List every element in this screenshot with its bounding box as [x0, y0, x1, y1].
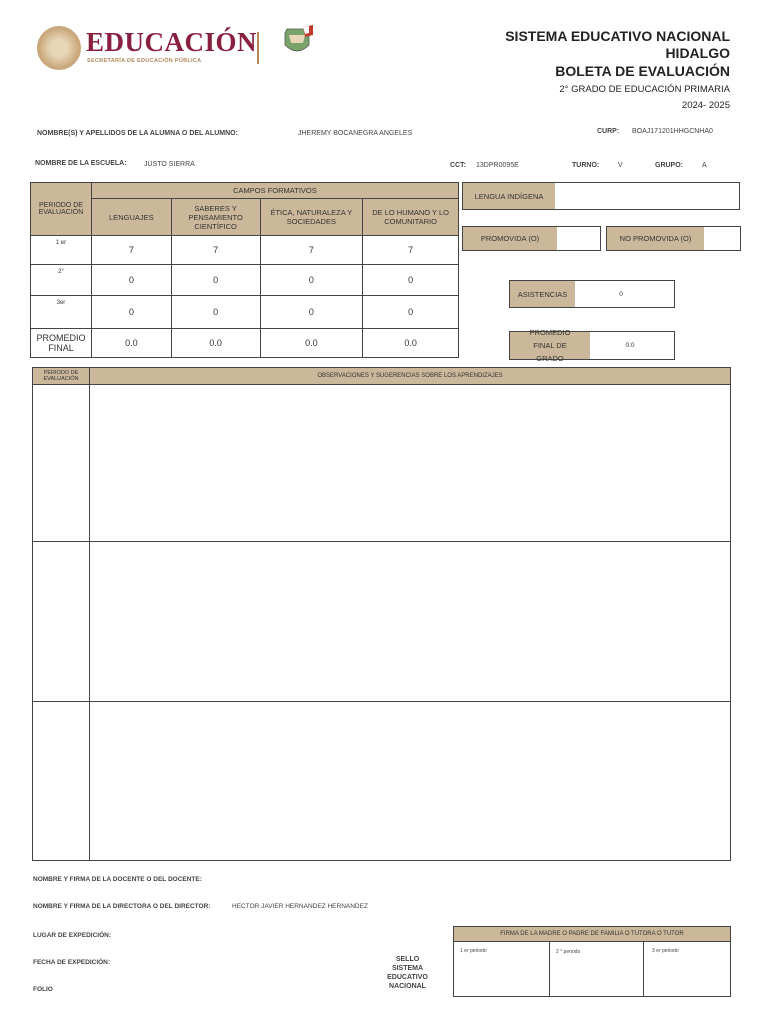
grade-cell: 7 [260, 236, 363, 265]
header-grade: 2° GRADO DE EDUCACIÓN PRIMARIA [559, 84, 730, 95]
director-label: NOMBRE Y FIRMA DE LA DIRECTORA O DEL DIRECTOR: [33, 903, 211, 910]
folio-label: FOLIO [33, 986, 53, 993]
student-name-label: NOMBRE(S) Y APELLIDOS DE LA ALUMNA O DEL ALUMNO: [37, 130, 238, 137]
firma-title: FIRMA DE LA MADRE O PADRE DE FAMILIA O TUTORA O TUTOR [454, 927, 730, 942]
period-cell: 1 er [31, 236, 92, 265]
curp-value: BOAJ171201HHGCNHA0 [632, 128, 713, 135]
grade-cell: 0 [363, 265, 459, 296]
grupo-label: GRUPO: [655, 162, 683, 169]
obs-column-divider [89, 385, 90, 860]
asistencias-value: 0 [619, 290, 623, 298]
firma-period-label: 1 er periodo [460, 948, 487, 954]
logo-text: EDUCACIÓN [86, 27, 258, 57]
grade-cell: 0 [91, 265, 171, 296]
campos-header: CAMPOS FORMATIVOS [91, 183, 458, 199]
fecha-label: FECHA DE EXPEDICIÓN: [33, 959, 111, 966]
cct-label: CCT: [450, 162, 466, 169]
lengua-indigena-box [462, 182, 740, 210]
grade-cell: 0 [171, 265, 260, 296]
header-line2: HIDALGO [665, 45, 730, 61]
grade-cell: 7 [91, 236, 171, 265]
no-promovida-box [606, 226, 741, 251]
no-promovida-label: NO PROMOVIDA (O) [607, 227, 704, 250]
header-line1: SISTEMA EDUCATIVO NACIONAL [505, 28, 730, 44]
average-cell: 0.0 [363, 329, 459, 358]
firma-period-label: 2 ° periodo [556, 949, 581, 955]
lugar-label: LUGAR DE EXPEDICIÓN: [33, 932, 112, 939]
state-shield-icon [279, 25, 315, 57]
period-header: PERIODO DE EVALUACIÓN [31, 183, 92, 236]
promedio-grado-value: 0.0 [625, 342, 635, 349]
logo-subtitle: SECRETARÍA DE EDUCACIÓN PÚBLICA [87, 58, 202, 64]
period-cell: 2° [31, 265, 92, 296]
period-cell: 3er [31, 296, 92, 329]
grade-cell: 7 [171, 236, 260, 265]
promedio-grado-label: PROMEDIO FINAL DE GRADO [510, 332, 590, 359]
promedio-grado-box [509, 328, 675, 363]
grade-cell: 0 [171, 296, 260, 329]
docente-label: NOMBRE Y FIRMA DE LA DOCENTE O DEL DOCENTE: [33, 876, 202, 883]
obs-row-divider [33, 541, 730, 542]
lengua-indigena-label: LENGUA INDÍGENA [463, 183, 555, 209]
obs-title: OBSERVACIONES Y SUGERENCIAS SOBRE LOS APRENDIZAJES [90, 368, 730, 385]
firma-divider [549, 942, 550, 996]
obs-period-header: PERIODO DE EVALUACIÓN [33, 368, 90, 385]
col-etica: ÉTICA, NATURALEZA Y SOCIEDADES [260, 199, 363, 236]
col-lenguajes: LENGUAJES [91, 199, 171, 236]
grade-cell: 0 [260, 296, 363, 329]
grade-cell: 0 [260, 265, 363, 296]
curp-label: CURP: [597, 128, 620, 135]
grade-cell: 0 [363, 296, 459, 329]
turno-label: TURNO: [572, 162, 600, 169]
promovida-label: PROMOVIDA (O) [463, 227, 557, 250]
grade-cell: 7 [363, 236, 459, 265]
header-year: 2024- 2025 [681, 100, 730, 111]
director-value: HECTOR JAVIER HERNANDEZ HERNANDEZ [232, 903, 368, 910]
firma-period-label: 3 er periodo [652, 948, 679, 954]
school-value: JUSTO SIERRA [144, 161, 195, 168]
average-cell: 0.0 [171, 329, 260, 358]
firma-divider [643, 942, 644, 996]
grupo-value: A [702, 162, 707, 169]
firma-box [453, 926, 731, 997]
school-label: NOMBRE DE LA ESCUELA: [35, 160, 127, 167]
header-title: BOLETA DE EVALUACIÓN [555, 63, 730, 79]
cct-value: 13DPR0095E [476, 162, 519, 169]
student-name-value: JHEREMY BOCANEGRA ANGELES [298, 130, 413, 137]
sello-text: SELLO SISTEMA EDUCATIVO NACIONAL [387, 956, 428, 990]
obs-row-divider [33, 701, 730, 702]
average-cell: 0.0 [91, 329, 171, 358]
asistencias-box [509, 280, 675, 308]
grades-table [30, 182, 459, 358]
turno-value: V [618, 162, 623, 169]
col-humano: DE LO HUMANO Y LO COMUNITARIO [363, 199, 459, 236]
promedio-final-label: PROMEDIO FINAL [31, 329, 92, 358]
logo-divider [257, 32, 259, 64]
grade-cell: 0 [91, 296, 171, 329]
promovida-box [462, 226, 601, 251]
seal-icon [37, 26, 81, 70]
asistencias-label: ASISTENCIAS [510, 281, 575, 307]
observations-table [32, 367, 731, 861]
col-saberes: SABERES Y PENSAMIENTO CIENTÍFICO [171, 199, 260, 236]
average-cell: 0.0 [260, 329, 363, 358]
